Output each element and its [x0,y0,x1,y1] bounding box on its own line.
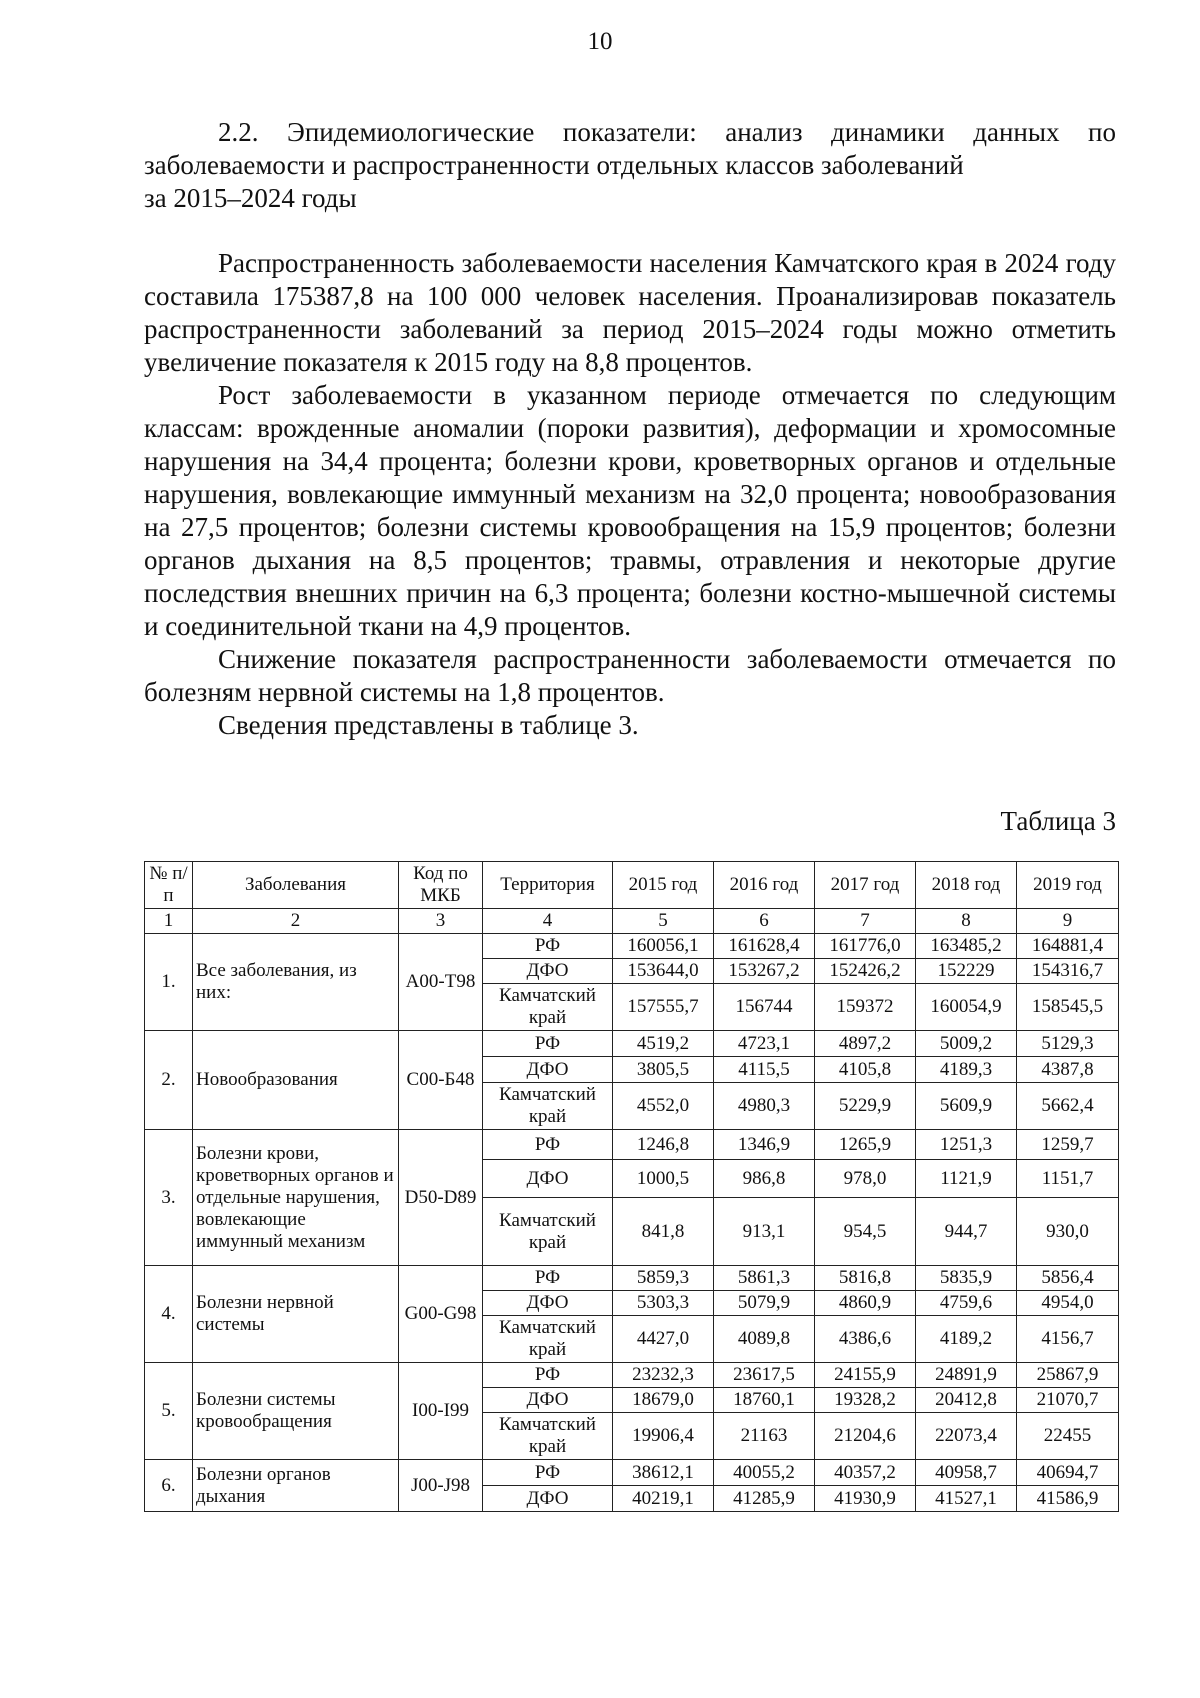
territory-cell: ДФО [483,1388,613,1413]
column-number: 8 [916,909,1017,934]
value-cell: 1265,9 [815,1130,916,1160]
table-body [145,934,1119,1512]
page-number: 10 [587,28,613,55]
table-header-row [145,862,1119,909]
column-number: 6 [714,909,815,934]
paragraph: Рост заболеваемости в указанном периоде отмечается по следующим классам: врожденные аномалии (пороки развития), деформации и хромосомные нарушения на 34,4 процента; болезни крови, кроветворных органов и отдельные нарушения, вовлекающие иммунный механизм на 32,0 процента; новообразования на 27,5 процентов; болезни системы кровообращения на 15,9 процентов; болезни органов дыхания на 8,5 процентов; травмы, отравления и некоторые другие последствия внешних причин на 6,3 процента; болезни костно-мышечной системы и соединительной ткани на 4,9 процентов. [144,380,1116,641]
value-cell: 152229 [916,959,1017,984]
value-cell: 5835,9 [916,1266,1017,1291]
territory-cell: РФ [483,1130,613,1160]
value-cell: 4105,8 [815,1057,916,1083]
territory-cell: Камчатский край [483,1198,613,1266]
value-cell: 5816,8 [815,1266,916,1291]
column-number-row [145,909,1119,934]
column-number: 4 [483,909,613,934]
value-cell: 158545,5 [1017,984,1119,1031]
value-cell: 41586,9 [1017,1486,1119,1512]
value-cell: 5856,4 [1017,1266,1119,1291]
column-number: 3 [399,909,483,934]
header-disease: Заболевания [193,862,399,909]
icd-code: J00-J98 [399,1460,483,1512]
header-2018: 2018 год [916,862,1017,909]
row-number: 4. [145,1266,193,1363]
value-cell: 4552,0 [613,1083,714,1130]
value-cell: 25867,9 [1017,1363,1119,1388]
territory-cell: ДФО [483,1291,613,1316]
territory-cell: ДФО [483,1160,613,1198]
value-cell: 19906,4 [613,1413,714,1460]
table-row [145,1460,1119,1486]
value-cell: 954,5 [815,1198,916,1266]
header-code: Код по МКБ [399,862,483,909]
value-cell: 24891,9 [916,1363,1017,1388]
value-cell: 5859,3 [613,1266,714,1291]
value-cell: 161628,4 [714,934,815,959]
value-cell: 841,8 [613,1198,714,1266]
header-2017: 2017 год [815,862,916,909]
territory-cell: РФ [483,1266,613,1291]
value-cell: 40958,7 [916,1460,1017,1486]
territory-cell: ДФО [483,1057,613,1083]
value-cell: 986,8 [714,1160,815,1198]
territory-cell: Камчатский край [483,1316,613,1363]
table-caption: Таблица 3 [1000,806,1116,836]
value-cell: 4980,3 [714,1083,815,1130]
paragraph: Сведения представлены в таблице 3. [218,710,639,740]
value-cell: 163485,2 [916,934,1017,959]
value-cell: 18679,0 [613,1388,714,1413]
value-cell: 40219,1 [613,1486,714,1512]
value-cell: 4387,8 [1017,1057,1119,1083]
data-table [144,861,1119,1512]
value-cell: 1000,5 [613,1160,714,1198]
value-cell: 153267,2 [714,959,815,984]
value-cell: 21070,7 [1017,1388,1119,1413]
icd-code: A00-T98 [399,934,483,1031]
value-cell: 4427,0 [613,1316,714,1363]
value-cell: 1346,9 [714,1130,815,1160]
territory-cell: Камчатский край [483,984,613,1031]
table-row [145,1363,1119,1388]
value-cell: 38612,1 [613,1460,714,1486]
value-cell: 1121,9 [916,1160,1017,1198]
value-cell: 164881,4 [1017,934,1119,959]
value-cell: 152426,2 [815,959,916,984]
disease-name: Болезни нервной системы [193,1266,399,1363]
value-cell: 156744 [714,984,815,1031]
paragraph: Снижение показателя распространенности заболеваемости отмечается по болезням нервной системы на 1,8 процентов. [144,644,1116,707]
header-2015: 2015 год [613,862,714,909]
icd-code: D50-D89 [399,1130,483,1266]
value-cell: 23232,3 [613,1363,714,1388]
value-cell: 157555,7 [613,984,714,1031]
column-number: 7 [815,909,916,934]
territory-cell: ДФО [483,959,613,984]
header-2019: 2019 год [1017,862,1119,909]
value-cell: 1151,7 [1017,1160,1119,1198]
value-cell: 913,1 [714,1198,815,1266]
disease-name: Все заболевания, из них: [193,934,399,1031]
value-cell: 4897,2 [815,1031,916,1057]
table-row [145,1130,1119,1160]
table-row [145,1266,1119,1291]
paragraph: Распространенность заболеваемости населения Камчатского края в 2024 году составила 175387,8 на 100 000 человек населения. Проанализировав показатель распространенности заболеваний за период 2015–2024 годы можно отметить увеличение показателя к 2015 году на 8,8 процентов. [144,248,1116,377]
value-cell: 22073,4 [916,1413,1017,1460]
value-cell: 4519,2 [613,1031,714,1057]
value-cell: 4189,3 [916,1057,1017,1083]
icd-code: I00-I99 [399,1363,483,1460]
value-cell: 4386,6 [815,1316,916,1363]
value-cell: 978,0 [815,1160,916,1198]
value-cell: 23617,5 [714,1363,815,1388]
table-row [145,934,1119,959]
value-cell: 944,7 [916,1198,1017,1266]
value-cell: 41285,9 [714,1486,815,1512]
value-cell: 4954,0 [1017,1291,1119,1316]
value-cell: 41527,1 [916,1486,1017,1512]
value-cell: 5861,3 [714,1266,815,1291]
value-cell: 160054,9 [916,984,1017,1031]
territory-cell: РФ [483,934,613,959]
section-heading-line1: 2.2. Эпидемиологические показатели: анализ динамики данных по заболеваемости и распространенности отдельных классов заболеваний [144,117,1116,180]
value-cell: 41930,9 [815,1486,916,1512]
disease-name: Болезни системы кровообращения [193,1363,399,1460]
section-heading-line2: за 2015–2024 годы [144,183,357,213]
value-cell: 4723,1 [714,1031,815,1057]
disease-name: Болезни крови, кроветворных органов и отдельные нарушения, вовлекающие иммунный механизм [193,1130,399,1266]
icd-code: C00-Б48 [399,1031,483,1130]
value-cell: 21163 [714,1413,815,1460]
value-cell: 5129,3 [1017,1031,1119,1057]
value-cell: 4759,6 [916,1291,1017,1316]
value-cell: 161776,0 [815,934,916,959]
value-cell: 1259,7 [1017,1130,1119,1160]
territory-cell: РФ [483,1031,613,1057]
value-cell: 3805,5 [613,1057,714,1083]
territory-cell: РФ [483,1460,613,1486]
row-number: 6. [145,1460,193,1512]
column-number: 5 [613,909,714,934]
value-cell: 930,0 [1017,1198,1119,1266]
value-cell: 5229,9 [815,1083,916,1130]
value-cell: 153644,0 [613,959,714,984]
value-cell: 5609,9 [916,1083,1017,1130]
value-cell: 40055,2 [714,1460,815,1486]
value-cell: 1251,3 [916,1130,1017,1160]
body-text [144,247,1116,742]
disease-name: Болезни органов дыхания [193,1460,399,1512]
territory-cell: ДФО [483,1486,613,1512]
icd-code: G00-G98 [399,1266,483,1363]
disease-name: Новообразования [193,1031,399,1130]
column-number: 2 [193,909,399,934]
column-number: 1 [145,909,193,934]
value-cell: 19328,2 [815,1388,916,1413]
value-cell: 4860,9 [815,1291,916,1316]
value-cell: 159372 [815,984,916,1031]
value-cell: 154316,7 [1017,959,1119,984]
territory-cell: Камчатский край [483,1083,613,1130]
value-cell: 20412,8 [916,1388,1017,1413]
value-cell: 40694,7 [1017,1460,1119,1486]
value-cell: 160056,1 [613,934,714,959]
table-row [145,1031,1119,1057]
row-number: 3. [145,1130,193,1266]
section-heading [144,116,1116,215]
value-cell: 21204,6 [815,1413,916,1460]
value-cell: 24155,9 [815,1363,916,1388]
value-cell: 22455 [1017,1413,1119,1460]
header-num: № п/п [145,862,193,909]
value-cell: 4115,5 [714,1057,815,1083]
value-cell: 18760,1 [714,1388,815,1413]
value-cell: 40357,2 [815,1460,916,1486]
header-territory: Территория [483,862,613,909]
value-cell: 5662,4 [1017,1083,1119,1130]
header-2016: 2016 год [714,862,815,909]
value-cell: 4089,8 [714,1316,815,1363]
value-cell: 4189,2 [916,1316,1017,1363]
row-number: 2. [145,1031,193,1130]
value-cell: 1246,8 [613,1130,714,1160]
value-cell: 5079,9 [714,1291,815,1316]
column-number: 9 [1017,909,1119,934]
territory-cell: РФ [483,1363,613,1388]
row-number: 1. [145,934,193,1031]
territory-cell: Камчатский край [483,1413,613,1460]
value-cell: 5303,3 [613,1291,714,1316]
value-cell: 5009,2 [916,1031,1017,1057]
row-number: 5. [145,1363,193,1460]
value-cell: 4156,7 [1017,1316,1119,1363]
